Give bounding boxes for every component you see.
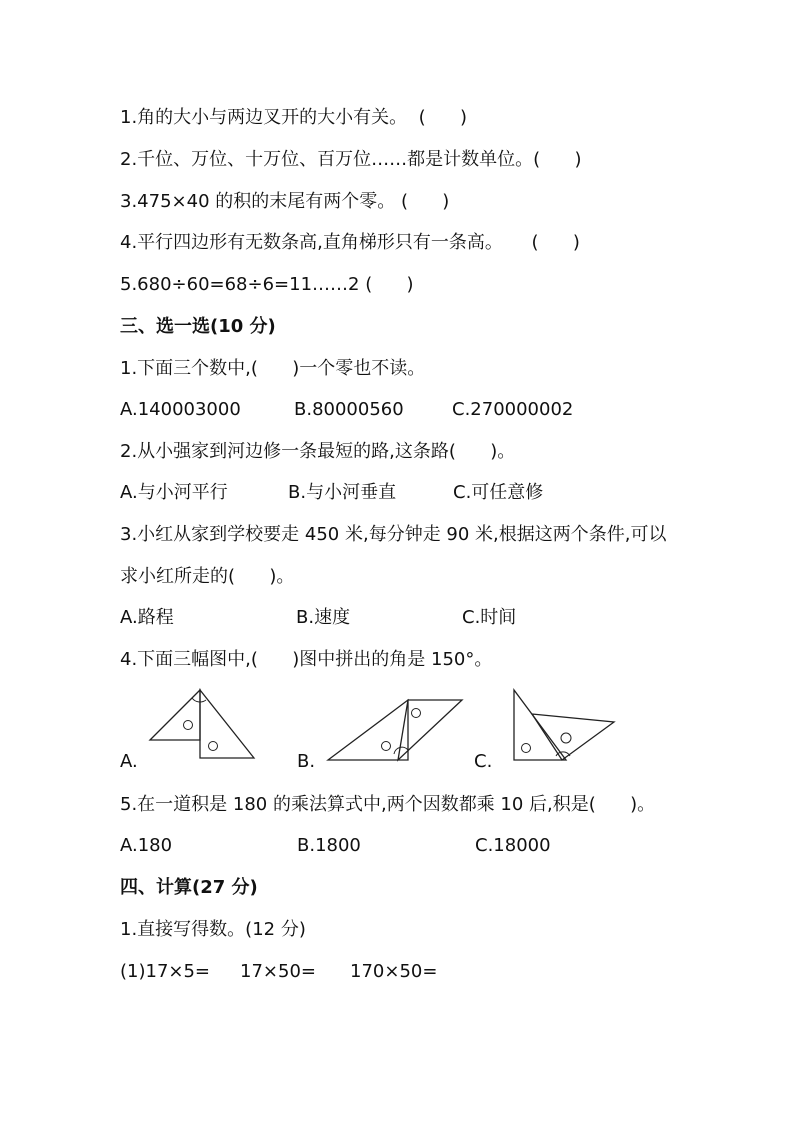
q3-option-b: B.速度 <box>296 607 351 628</box>
figure-a-triangles <box>148 688 258 760</box>
q1-option-a: A.140003000 <box>120 399 241 420</box>
judge-item-4: 4.平行四边形有无数条高,直角梯形只有一条高。 ( ) <box>120 232 580 253</box>
q4-option-a: A. <box>120 751 138 772</box>
choice-q3-line1: 3.小红从家到学校要走 450 米,每分钟走 90 米,根据这两个条件,可以 <box>120 524 667 545</box>
q5-option-b: B.1800 <box>297 835 361 856</box>
q2-option-c: C.可任意修 <box>453 482 544 503</box>
judge-item-3: 3.475×40 的积的末尾有两个零。 ( ) <box>120 191 450 212</box>
q3-option-c: C.时间 <box>462 607 517 628</box>
calc-item-3: 170×50= <box>350 961 438 982</box>
section-title-calc: 四、计算(27 分) <box>120 877 258 898</box>
q1-option-c: C.270000002 <box>452 399 574 420</box>
q4-option-c: C. <box>474 751 493 772</box>
section-title-choice: 三、选一选(10 分) <box>120 316 276 337</box>
calc-q1: 1.直接写得数。(12 分) <box>120 919 306 940</box>
choice-q3-line2: 求小红所走的( )。 <box>120 566 295 587</box>
calc-item-1: (1)17×5= <box>120 961 211 982</box>
choice-q1: 1.下面三个数中,( )一个零也不读。 <box>120 358 426 379</box>
figure-c-triangles <box>508 686 620 762</box>
judge-item-1: 1.角的大小与两边叉开的大小有关。 ( ) <box>120 107 467 128</box>
judge-item-5: 5.680÷60=68÷6=11……2 ( ) <box>120 274 414 295</box>
figure-b-triangles <box>326 694 466 764</box>
calc-item-2: 17×50= <box>240 961 316 982</box>
q2-option-b: B.与小河垂直 <box>288 482 397 503</box>
q5-option-c: C.18000 <box>475 835 551 856</box>
q2-option-a: A.与小河平行 <box>120 482 228 503</box>
choice-q5: 5.在一道积是 180 的乘法算式中,两个因数都乘 10 后,积是( )。 <box>120 794 656 815</box>
choice-q2: 2.从小强家到河边修一条最短的路,这条路( )。 <box>120 441 516 462</box>
judge-item-2: 2.千位、万位、十万位、百万位……都是计数单位。( ) <box>120 149 582 170</box>
choice-q4: 4.下面三幅图中,( )图中拼出的角是 150°。 <box>120 649 493 670</box>
q4-option-b: B. <box>297 751 316 772</box>
q5-option-a: A.180 <box>120 835 173 856</box>
q3-option-a: A.路程 <box>120 607 174 628</box>
q1-option-b: B.80000560 <box>294 399 404 420</box>
